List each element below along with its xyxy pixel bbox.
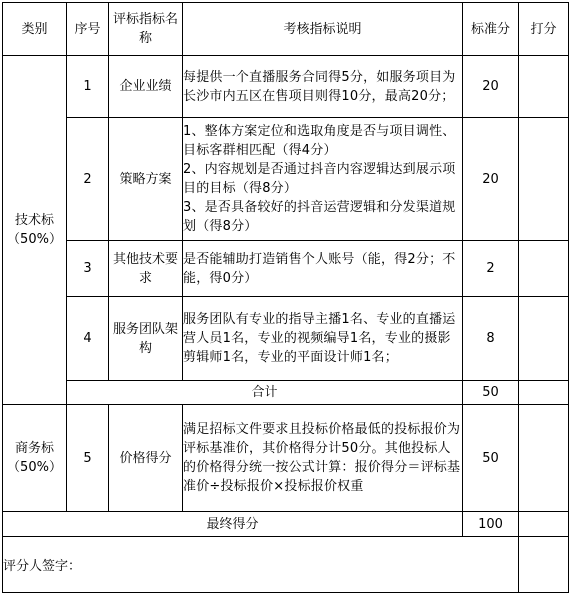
description-line: 2、内容规划是否通过抖音内容逻辑达到展示项目的目标（得8分） [183,162,456,196]
row-serial: 1 [67,56,109,118]
row-standard-score: 2 [463,241,519,297]
row-description: 每提供一个直播服务合同得5分，如服务项目为长沙市内五区在售项目则得10分，最高20分； [183,56,463,118]
row-description: 服务团队有专业的指导主播1名、专业的直播运营人员1名，专业的视频编导1名，专业的摄影剪辑师1名，专业的平面设计师1名； [183,297,463,381]
header-category: 类别 [3,3,67,56]
header-standard-score: 标准分 [463,3,519,56]
header-serial: 序号 [67,3,109,56]
row-score-input[interactable] [519,405,569,512]
table-row [3,405,569,512]
row-standard-score: 50 [463,405,519,512]
row-indicator-name: 其他技术要求 [109,241,183,297]
technical-category-label: 技术标（50%） [3,56,67,405]
row-description: 满足招标文件要求且投标价格最低的投标报价为评标基准价，其价格得分计50分。其他投标人的价格得分统一按公式计算：报价得分＝评标基准价÷投标报价×投标报价权重 [183,405,463,512]
row-standard-score: 8 [463,297,519,381]
row-description: 是否能辅助打造销售个人账号（能，得2分；不能，得0分） [183,241,463,297]
description-line: 1、整体方案定位和选取角度是否与项目调性、目标客群相匹配（得4分） [183,124,456,158]
row-score-input[interactable] [519,118,569,241]
table-header-row [3,3,569,56]
final-score-value: 100 [463,512,519,537]
final-score-input[interactable] [519,512,569,537]
row-score-input[interactable] [519,241,569,297]
row-indicator-name: 策略方案 [109,118,183,241]
row-indicator-name: 服务团队架构 [109,297,183,381]
table-row [3,56,569,118]
technical-subtotal-row [3,381,569,405]
subtotal-label: 合计 [67,381,463,405]
table-row [3,297,569,381]
signature-label: 评分人签字： [3,537,519,593]
row-description [183,118,463,241]
header-description: 考核指标说明 [183,3,463,56]
row-standard-score: 20 [463,118,519,241]
row-indicator-name: 企业业绩 [109,56,183,118]
subtotal-score-input[interactable] [519,381,569,405]
signature-input[interactable] [519,537,569,593]
table-row [3,118,569,241]
signature-row [3,537,569,593]
scoring-table [2,2,569,593]
description-line: 3、是否具备较好的抖音运营逻辑和分发渠道规划（得8分） [183,200,456,234]
subtotal-value: 50 [463,381,519,405]
row-serial: 5 [67,405,109,512]
final-score-row [3,512,569,537]
row-standard-score: 20 [463,56,519,118]
final-score-label: 最终得分 [3,512,463,537]
header-score: 打分 [519,3,569,56]
row-serial: 3 [67,241,109,297]
row-serial: 2 [67,118,109,241]
table-row [3,241,569,297]
header-indicator-name: 评标指标名称 [109,3,183,56]
row-score-input[interactable] [519,297,569,381]
row-serial: 4 [67,297,109,381]
commercial-category-label: 商务标（50%） [3,405,67,512]
row-score-input[interactable] [519,56,569,118]
row-indicator-name: 价格得分 [109,405,183,512]
